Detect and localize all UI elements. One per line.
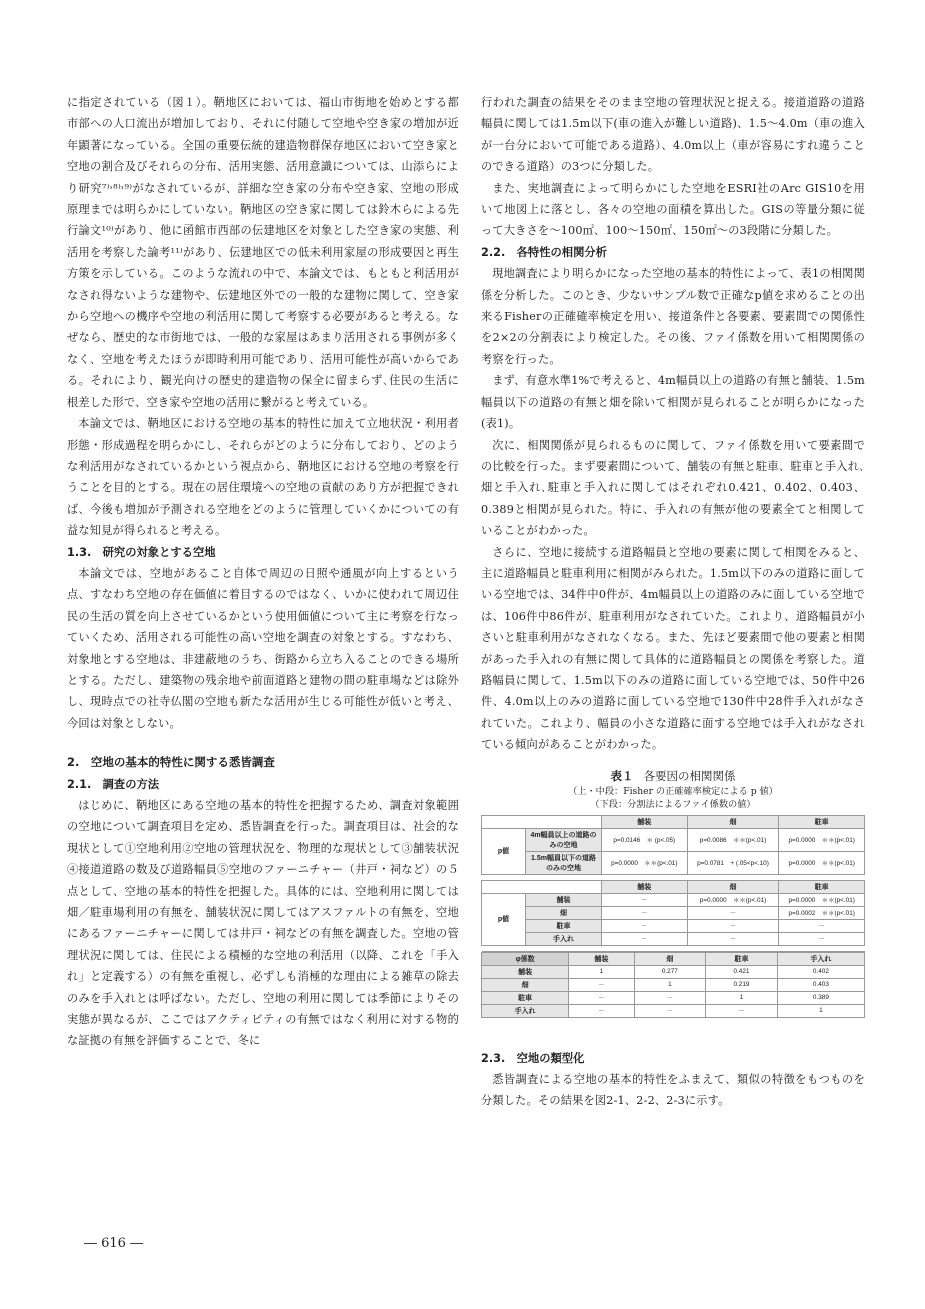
table-cell: 0.403 (777, 978, 864, 991)
table-cell: － (779, 919, 865, 932)
row-label: 舗装 (482, 965, 569, 978)
column-header: 畑 (687, 880, 779, 893)
table-cell: 1 (569, 965, 634, 978)
table-title-text: 各要因の相関関係 (643, 768, 736, 783)
table-cell: 1 (634, 978, 706, 991)
table-title (481, 768, 865, 785)
table-cell: 0.277 (634, 965, 706, 978)
table-row (482, 906, 865, 919)
column-header: 手入れ (777, 952, 864, 965)
paragraph: 現地調査により明らかになった空地の基本的特性によって、表1の相関関係を分析した。このとき、少ないサンプル数で正確なp値を求めることの出来るFisherの正確確率検定を用い、接道条件と各要素、要素間での関係性を2×2の分割表により検定した。その後、ファイ係数を用いて相関関係の考察を行った。 (481, 267, 865, 366)
table-row (482, 919, 865, 932)
table-row (482, 932, 865, 945)
page-number: ― 616 ― (84, 1236, 144, 1251)
table-cell: 1 (777, 1004, 864, 1017)
table-cell: p=0.0000 ＊＊(p<.01) (779, 828, 865, 851)
group-label: p値 (482, 828, 526, 874)
table-row (482, 893, 865, 906)
table-header-row (482, 952, 865, 965)
column-header: 畑 (687, 815, 779, 828)
table-caption (481, 768, 865, 811)
table-cell: 0.219 (706, 978, 778, 991)
table-number: 表１ (610, 768, 634, 783)
table-cell: 0.421 (706, 965, 778, 978)
table-row (482, 991, 865, 1004)
paragraph: 悉皆調査による空地の基本的特性をふまえて、類似の特徴をもつものを分類した。その結果を図2-1、2-2、2-3に示す。 (481, 1073, 865, 1108)
table-row (482, 851, 865, 874)
section-heading-2-1: 2.1. 調査の方法 (67, 777, 160, 791)
table-cell: － (687, 919, 779, 932)
table-cell: － (569, 991, 634, 1004)
table-subtitle: （上・中段：Fisher の正確確率検定による p 値） (568, 785, 778, 797)
section-heading-1-3: 1.3. 研究の対象とする空地 (67, 545, 216, 559)
section-heading-2-3: 2.3. 空地の類型化 (481, 1051, 585, 1065)
row-label: 駐車 (482, 991, 569, 1004)
table-cell: 1 (706, 991, 778, 1004)
row-label: 舗装 (526, 893, 602, 906)
table-cell: p=0.0000 ＊＊(p<.01) (779, 893, 865, 906)
row-label: 畑 (526, 906, 602, 919)
row-label: 手入れ (482, 1004, 569, 1017)
table-cell: － (779, 932, 865, 945)
row-label: 手入れ (526, 932, 602, 945)
corner-label: φ係数 (482, 952, 569, 965)
row-label: 4m幅員以上の道路のみの空地 (526, 828, 602, 851)
table-cell: － (634, 991, 706, 1004)
table-row (482, 1004, 865, 1017)
chapter-heading-2: 2. 空地の基本的特性に関する悉皆調査 (67, 755, 275, 770)
table-cell: － (706, 1004, 778, 1017)
table-cell: p=0.0086 ＊＊(p<.01) (687, 828, 779, 851)
table-row (482, 978, 865, 991)
table-header-row (482, 815, 865, 828)
table-cell: 0.389 (777, 991, 864, 1004)
table-cell: p=0.0000 ＊＊(p<.01) (779, 851, 865, 874)
table-cell: － (602, 906, 688, 919)
column-header: 舗装 (602, 880, 688, 893)
column-header: 舗装 (569, 952, 634, 965)
column-header: 駐車 (779, 815, 865, 828)
table-cell: － (602, 932, 688, 945)
table-cell: p=0.0000 ＊＊(p<.01) (687, 893, 779, 906)
paragraph: 本論文では、空地があること自体で周辺の日照や通風が向上するという点、すなわち空地の存在価値に着目するのではなく、いかに使われて周辺住民の生活の質を向上させているかという使用価値について主に考察を行なっていくため、活用される可能性の高い空地を調査の対象とする。すなわち、対象地とする空地は、非建蔽地のうち、街路から立ち入ることのできる場所とする。ただし、建築物の残余地や前面道路と建物の間の駐車場などは除外し、現時点での社寺仏閣の空地も新たな活用が生じる可能性が低いと考え、今回は対象としない。 (67, 566, 459, 730)
paragraph: 行われた調査の結果をそのまま空地の管理状況と捉える。接道道路の道路幅員に関しては1.5m以下(車の進入が難しい道路)、1.5～4.0m（車の進入が一台分において可能である道路）、4.0m以上（車が容易にすれ違うことのできる道路）の3つに分類した。 (481, 96, 865, 174)
right-column (481, 92, 865, 1112)
table-cell: p=0.0002 ＊＊(p<.01) (779, 906, 865, 919)
column-header: 駐車 (779, 880, 865, 893)
table-cell: － (687, 906, 779, 919)
table-cell: p=0.0146 ＊ (p<.05) (602, 828, 688, 851)
row-label: 畑 (482, 978, 569, 991)
correlation-table (481, 815, 865, 952)
left-column (67, 92, 459, 1052)
paragraph: はじめに、鞆地区にある空地の基本的特性を把握するため、調査対象範囲の空地について調査項目を定め、悉皆調査を行った。調査項目は、社会的な現状として①空地利用②空地の管理状況を、物理的な現状として③舗装状況④接道道路の数及び道路幅員⑤空地のファーニチャー（井戸・祠など）の５点として、空地の基本的特性を把握した。具体的には、空地利用に関しては畑／駐車場利用の有無を、舗装状況に関してはアスファルトの有無を、空地にあるファーニチャーに関しては井戸・祠などの有無を調査した。空地の管理状況に関しては、住民による積極的な空地の利活用（以降、これを「手入れ」と定義する）の有無を重視し、必ずしも消極的な理由による雑草の除去のみを手入れとは呼ばない。ただし、空地の利用に関しては季節によりその実態が異なるが、ここではアクティビティの有無ではなく利用に対する物的な証拠の有無を評価することで、冬に (67, 799, 459, 1048)
phi-coefficient-table (481, 952, 865, 1018)
table-cell: － (569, 978, 634, 991)
table-cell: p=0.0781 + (.05<p<.10) (687, 851, 779, 874)
row-label: 1.5m幅員以下の道路のみの空地 (526, 851, 602, 874)
column-header: 舗装 (602, 815, 688, 828)
paragraph: また、実地調査によって明らかにした空地をESRI社のArc GIS10を用いて地図上に落とし、各々の空地の面積を算出した。GISの等量分類に従って大きさを～100㎡、100～150㎡、150㎡～の3段階に分類した。 (481, 181, 865, 238)
paragraph: 次に、相関関係が見られるものに関して、ファイ係数を用いて要素間での比較を行った。まず要素間について、舗装の有無と駐車、駐車と手入れ､畑と手入れ､駐車と手入れに関してはそれぞれ0.421、0.402、0.403、0.389と相関が見られた。特に、手入れの有無が他の要素全てと相関していることがわかった。 (481, 438, 865, 538)
table-row (482, 965, 865, 978)
paragraph: まず、有意水準1%で考えると、4m幅員以上の道路の有無と舗装、1.5m幅員以下の道路の有無と畑を除いて相関が見られることが明らかになった(表1)。 (481, 374, 865, 431)
table-cell: － (602, 893, 688, 906)
group-label: p値 (482, 893, 526, 945)
table-cell: － (569, 1004, 634, 1017)
table-subtitle: （下段：分割法によるファイ係数の値） (590, 798, 756, 810)
paragraph: 本論文では、鞆地区における空地の基本的特性に加えて立地状況・利用者形態・形成過程を明らかにし、それらがどのように分布しており、どのような利活用がなされているかという視点から、鞆地区における空地の考察を行うことを目的とする。現在の居住環境への空地の貢献のあり方が把握できれば、今後も増加が予測される空地をどのように管理していくかについての有益な知見が得られると考える。 (67, 417, 459, 538)
table-cell: － (687, 932, 779, 945)
section-heading-2-2: 2.2. 各特性の相関分析 (481, 245, 607, 259)
table-cell: 0.402 (777, 965, 864, 978)
paragraph: さらに、空地に接続する道路幅員と空地の要素に関して相関をみると、主に道路幅員と駐車利用に相関がみられた。1.5m以下のみの道路に面している空地では、34件中0件が、4m幅員以上の道路のみに面している空地では、106件中86件が、駐車利用がなされていた。これより、道路幅員が小さいと駐車利用がなされなくなる。また、先ほど要素間で他の要素と相関があった手入れの有無に関して具体的に道路幅員との関係を考察した。道路幅員に関して、1.5m以下のみの道路に面している空地では、50件中26件、4.0m以上のみの道路に面している空地で130件中28件手入れがなされていた。これより、幅員の小さな道路に面する空地では手入れがなされている傾向があることがわかった。 (481, 545, 865, 752)
paragraph: に指定されている（図１）。鞆地区においては、福山市街地を始めとする都市部への人口流出が増加しており、それに付随して空地や空き家の増加が近年顕著になっている。全国の重要伝統的建造物群保存地区において空き家と空地の割合及びそれらの分布、活用実態、活用意識については、山添らにより研究⁷⁾˒⁸⁾˒⁹⁾がなされているが、詳細な空き家の分布や空き家、空地の形成原理までは明らかにしていない。鞆地区の空き家に関しては鈴木らによる先行論文¹⁰⁾があり、他に函館市西部の伝建地区を対象とした空き家の実態、利活用を考察した論考¹¹⁾があり、伝建地区での低未利用家屋の形成要因と再生方策を示している。このような流れの中で、本論文では、もともと利活用がなされ得ないような建物や、伝建地区外での一般的な建物に関して、空き家から空地への機序や空地の利活用に関して考察する必要があると考える。なぜなら、歴史的な市街地では、一般的な家屋はあまり活用される事例が多くなく、空地を考えたほうが即時利用可能であり、活用可能性が高いからである。それにより、観光向けの歴史的建造物の保全に留まらず､住民の生活に根差した形で、空き家や空地の活用に繋がると考えている。 (67, 96, 459, 409)
column-header: 駐車 (706, 952, 778, 965)
table-cell: － (634, 1004, 706, 1017)
table-cell: － (602, 919, 688, 932)
row-label: 駐車 (526, 919, 602, 932)
column-header: 畑 (634, 952, 706, 965)
table-row (482, 828, 865, 851)
table-cell: p=0.0000 ＊＊(p<.01) (602, 851, 688, 874)
table-header-row (482, 880, 865, 893)
